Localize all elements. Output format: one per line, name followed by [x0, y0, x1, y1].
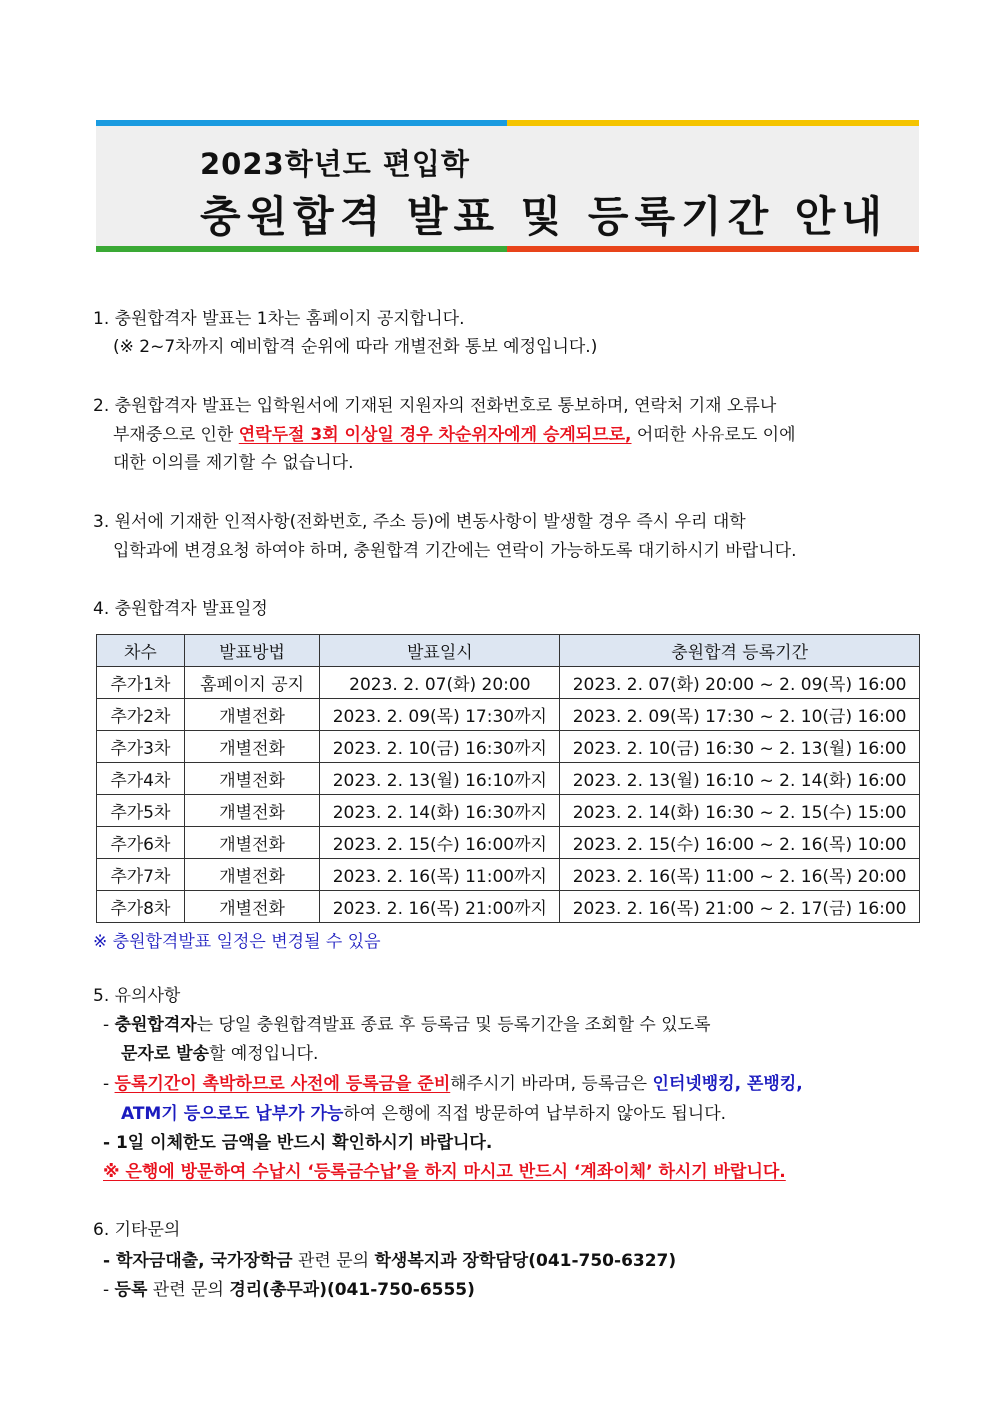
section6-heading: 6. 기타문의 — [93, 1220, 181, 1240]
section2-line3: 대한 이의를 제기할 수 없습니다. — [113, 453, 354, 473]
cell-registration-period: 2023. 2. 07(화) 20:00 ~ 2. 09(목) 16:00 — [560, 667, 920, 699]
col-round: 차수 — [97, 635, 185, 667]
section1-line2: (※ 2~7차까지 예비합격 순위에 따라 개별전화 통보 예정입니다.) — [113, 337, 598, 357]
cell-announce-time: 2023. 2. 14(화) 16:30까지 — [320, 795, 560, 827]
table-row — [97, 667, 920, 699]
contact-item-2-text: 관련 문의 — [147, 1280, 230, 1300]
cell-announce-time: 2023. 2. 15(수) 16:00까지 — [320, 827, 560, 859]
notice-item-1-line2 — [121, 1046, 318, 1063]
schedule-table — [96, 634, 920, 923]
cell-round: 추가1차 — [97, 667, 185, 699]
notice-item-1-text: 는 당일 충원합격발표 종료 후 등록금 및 등록기간을 조회할 수 있도록 — [196, 1015, 711, 1035]
cell-announce-time: 2023. 2. 10(금) 16:30까지 — [320, 731, 560, 763]
page-subtitle: 2023학년도 편입학 — [200, 147, 470, 181]
section3-line2: 입학과에 변경요청 하여야 하며, 충원합격 기간에는 연락이 가능하도록 대기하시기 바랍니다. — [113, 541, 797, 561]
cell-method: 개별전화 — [184, 795, 320, 827]
cell-announce-time: 2023. 2. 16(목) 11:00까지 — [320, 859, 560, 891]
cell-announce-time: 2023. 2. 16(목) 21:00까지 — [320, 891, 560, 923]
col-registration-period: 충원합격 등록기간 — [560, 635, 920, 667]
notice-item-3: - 1일 이체한도 금액을 반드시 확인하시기 바랍니다. — [103, 1133, 493, 1153]
cell-round: 추가3차 — [97, 731, 185, 763]
contact-item-1-text: 관련 문의 — [292, 1251, 375, 1271]
cell-announce-time: 2023. 2. 09(목) 17:30까지 — [320, 699, 560, 731]
table-row — [97, 699, 920, 731]
banner-bar-red — [507, 246, 919, 252]
contact-item-2-office: 경리(총무과)(041-750-6555) — [229, 1280, 475, 1300]
notice-item-1-bold: 충원합격자 — [114, 1015, 197, 1035]
cell-round: 추가6차 — [97, 827, 185, 859]
section2-line2-post: 어떠한 사유로도 이에 — [631, 425, 796, 445]
bullet-dash: - — [103, 1015, 115, 1035]
cell-registration-period: 2023. 2. 09(목) 17:30 ~ 2. 10(금) 16:00 — [560, 699, 920, 731]
notice-item-2-line2 — [121, 1106, 726, 1123]
cell-round: 추가4차 — [97, 763, 185, 795]
cell-registration-period: 2023. 2. 14(화) 16:30 ~ 2. 15(수) 15:00 — [560, 795, 920, 827]
notice-item-2-blue: 인터넷뱅킹, 폰뱅킹, — [652, 1074, 803, 1094]
cell-round: 추가5차 — [97, 795, 185, 827]
col-method: 발표방법 — [184, 635, 320, 667]
bullet-dash: - — [103, 1251, 116, 1271]
banner-bar-green — [96, 246, 507, 252]
notice-item-1 — [103, 1017, 711, 1034]
banner-bar-yellow — [507, 120, 919, 126]
table-row — [97, 859, 920, 891]
cell-registration-period: 2023. 2. 16(목) 21:00 ~ 2. 17(금) 16:00 — [560, 891, 920, 923]
contact-item-1 — [103, 1253, 676, 1270]
contact-item-1-office: 학생복지과 장학담당(041-750-6327) — [374, 1251, 677, 1271]
cell-method: 개별전화 — [184, 763, 320, 795]
contact-item-2 — [103, 1282, 475, 1299]
schedule-note: ※ 충원합격발표 일정은 변경될 수 있음 — [93, 932, 381, 952]
table-row — [97, 827, 920, 859]
notice-item-2-red: 등록기간이 촉박하므로 사전에 등록금을 준비 — [114, 1074, 451, 1094]
cell-method: 개별전화 — [184, 731, 320, 763]
table-row — [97, 763, 920, 795]
cell-registration-period: 2023. 2. 10(금) 16:30 ~ 2. 13(월) 16:00 — [560, 731, 920, 763]
contact-item-2-topic: 등록 — [114, 1280, 148, 1300]
col-announce-time: 발표일시 — [320, 635, 560, 667]
section3-line1: 3. 원서에 기재한 인적사항(전화번호, 주소 등)에 변동사항이 발생할 경우 즉시 우리 대학 — [93, 512, 746, 532]
section4-heading: 4. 충원합격자 발표일정 — [93, 599, 268, 619]
contact-item-1-topic: 학자금대출, 국가장학금 — [115, 1251, 293, 1271]
section2-line1: 2. 충원합격자 발표는 입학원서에 기재된 지원자의 전화번호로 통보하며, 연락처 기재 오류나 — [93, 396, 777, 416]
section2-line2-pre: 부재중으로 인한 — [113, 425, 239, 445]
table-row — [97, 891, 920, 923]
cell-registration-period: 2023. 2. 16(목) 11:00 ~ 2. 16(목) 20:00 — [560, 859, 920, 891]
notice-item-2 — [103, 1076, 803, 1093]
page-title: 충원합격 발표 및 등록기간 안내 — [200, 192, 888, 241]
table-row — [97, 795, 920, 827]
notice-item-2-line2-blue: ATM기 등으로도 납부가 가능 — [121, 1104, 344, 1124]
notice-item-2-text: 해주시기 바라며, 등록금은 — [450, 1074, 653, 1094]
bullet-dash: - — [103, 1280, 115, 1300]
table-row — [97, 731, 920, 763]
cell-method: 개별전화 — [184, 699, 320, 731]
cell-method: 홈페이지 공지 — [184, 667, 320, 699]
cell-method: 개별전화 — [184, 827, 320, 859]
cell-round: 추가8차 — [97, 891, 185, 923]
notice-warning: ※ 은행에 방문하여 수납시 ‘등록금수납’을 하지 마시고 반드시 ‘계좌이체’ 하시기 바랍니다. — [103, 1162, 786, 1182]
cell-round: 추가2차 — [97, 699, 185, 731]
notice-item-1-line2-bold: 문자로 발송 — [121, 1044, 210, 1064]
cell-registration-period: 2023. 2. 13(월) 16:10 ~ 2. 14(화) 16:00 — [560, 763, 920, 795]
bullet-dash: - — [103, 1074, 115, 1094]
section1-line1: 1. 충원합격자 발표는 1차는 홈페이지 공지합니다. — [93, 309, 465, 329]
section2-warning: 연락두절 3회 이상일 경우 차순위자에게 승계되므로, — [238, 425, 632, 445]
table-header-row — [97, 635, 920, 667]
section2-line2 — [113, 427, 796, 444]
cell-round: 추가7차 — [97, 859, 185, 891]
cell-method: 개별전화 — [184, 859, 320, 891]
title-banner — [96, 120, 919, 252]
cell-announce-time: 2023. 2. 07(화) 20:00 — [320, 667, 560, 699]
cell-announce-time: 2023. 2. 13(월) 16:10까지 — [320, 763, 560, 795]
section5-heading: 5. 유의사항 — [93, 986, 181, 1006]
banner-bar-blue — [96, 120, 507, 126]
cell-method: 개별전화 — [184, 891, 320, 923]
cell-registration-period: 2023. 2. 15(수) 16:00 ~ 2. 16(목) 10:00 — [560, 827, 920, 859]
notice-item-2-line2-text: 하여 은행에 직접 방문하여 납부하지 않아도 됩니다. — [343, 1104, 727, 1124]
notice-item-1-line2-text: 할 예정입니다. — [209, 1044, 319, 1064]
